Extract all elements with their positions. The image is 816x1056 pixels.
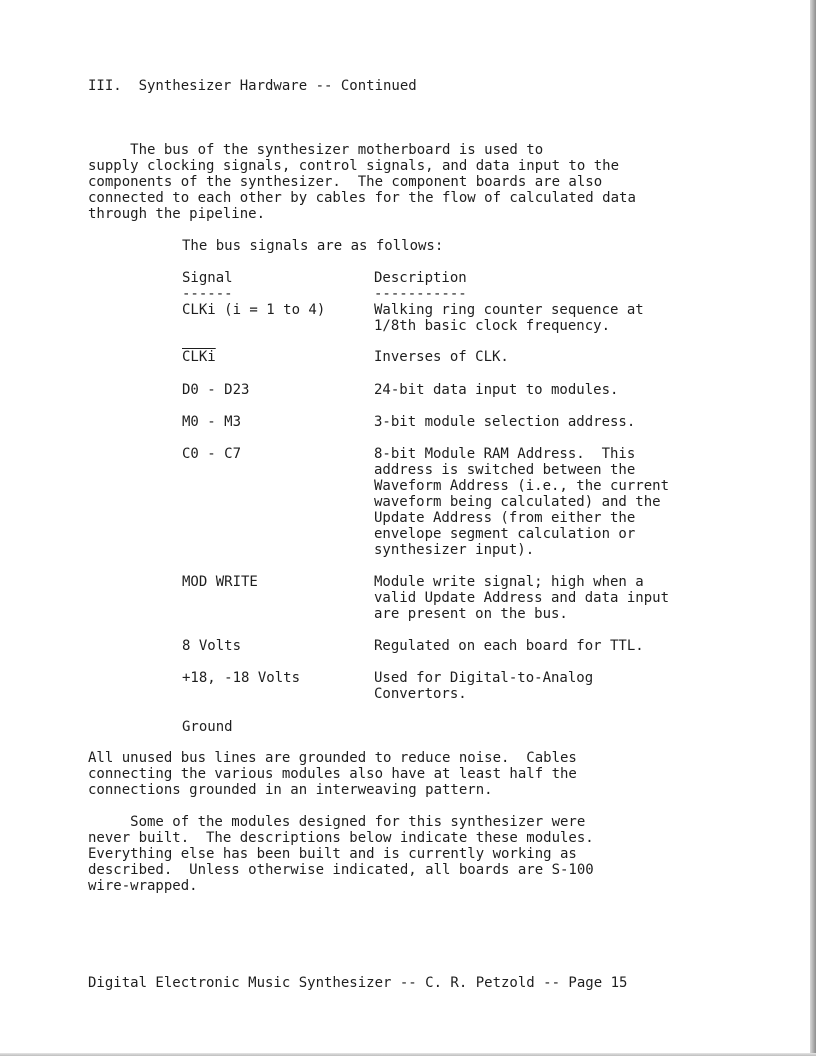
signal-name: Ground (182, 719, 233, 735)
signal-description-line: Used for Digital-to-Analog (374, 670, 594, 686)
signal-description-line: Regulated on each board for TTL. (374, 638, 644, 654)
unused-lines-paragraph-line: connecting the various modules also have at least half the (88, 766, 577, 782)
signal-name: 8 Volts (182, 638, 242, 654)
section-header: III. Synthesizer Hardware -- Continued (88, 78, 417, 94)
signal-description-line: Update Address (from either the (374, 510, 636, 526)
signal-name: MOD WRITE (182, 574, 258, 590)
signal-name: +18, -18 Volts (182, 670, 301, 686)
signal-name: M0 - M3 (182, 414, 242, 430)
bus-intro: The bus signals are as follows: (182, 238, 444, 254)
intro-paragraph-line: components of the synthesizer. The component boards are also (88, 174, 603, 190)
signal-description-line: address is switched between the (374, 462, 636, 478)
modules-paragraph-line: never built. The descriptions below indicate these modules. (88, 830, 594, 846)
signal-description-line: valid Update Address and data input (374, 590, 670, 606)
signal-description-line: Module write signal; high when a (374, 574, 644, 590)
signal-description-line: Walking ring counter sequence at (374, 302, 644, 318)
signal-description-line: 3-bit module selection address. (374, 414, 636, 430)
signal-name: D0 - D23 (182, 382, 250, 398)
table-header-signal: Signal (182, 270, 233, 286)
signal-description-line: Waveform Address (i.e., the current (374, 478, 670, 494)
page-footer: Digital Electronic Music Synthesizer -- C. R. Petzold -- Page 15 (88, 975, 628, 991)
modules-paragraph-line: wire-wrapped. (88, 878, 198, 894)
signal-name: C0 - C7 (182, 446, 242, 462)
intro-paragraph-line: supply clocking signals, control signals, and data input to the (88, 158, 620, 174)
table-header-signal-underline: ------ (182, 286, 233, 302)
modules-paragraph-line: Some of the modules designed for this synthesizer were (88, 814, 586, 830)
table-header-description: Description (374, 270, 467, 286)
signal-description-line: are present on the bus. (374, 606, 568, 622)
table-header-description-underline: ----------- (374, 286, 467, 302)
unused-lines-paragraph-line: All unused bus lines are grounded to reduce noise. Cables (88, 750, 577, 766)
signal-description-line: synthesizer input). (374, 542, 535, 558)
signal-description-line: 8-bit Module RAM Address. This (374, 446, 636, 462)
signal-name: CLKi (i = 1 to 4) (182, 302, 326, 318)
signal-description-line: waveform being calculated) and the (374, 494, 661, 510)
signal-description-line: 24-bit data input to modules. (374, 382, 619, 398)
signal-name: CLKi (182, 349, 216, 365)
signal-description-line: Inverses of CLK. (374, 349, 509, 365)
page-edge-shadow (810, 0, 816, 1056)
modules-paragraph-line: described. Unless otherwise indicated, all boards are S-100 (88, 862, 594, 878)
signal-description-line: 1/8th basic clock frequency. (374, 318, 611, 334)
intro-paragraph-line: connected to each other by cables for the flow of calculated data (88, 190, 636, 206)
intro-paragraph-line: through the pipeline. (88, 206, 266, 222)
unused-lines-paragraph-line: connections grounded in an interweaving pattern. (88, 782, 493, 798)
intro-paragraph-line: The bus of the synthesizer motherboard is used to (88, 142, 544, 158)
signal-description-line: Convertors. (374, 686, 467, 702)
signal-description-line: envelope segment calculation or (374, 526, 636, 542)
modules-paragraph-line: Everything else has been built and is currently working as (88, 846, 577, 862)
